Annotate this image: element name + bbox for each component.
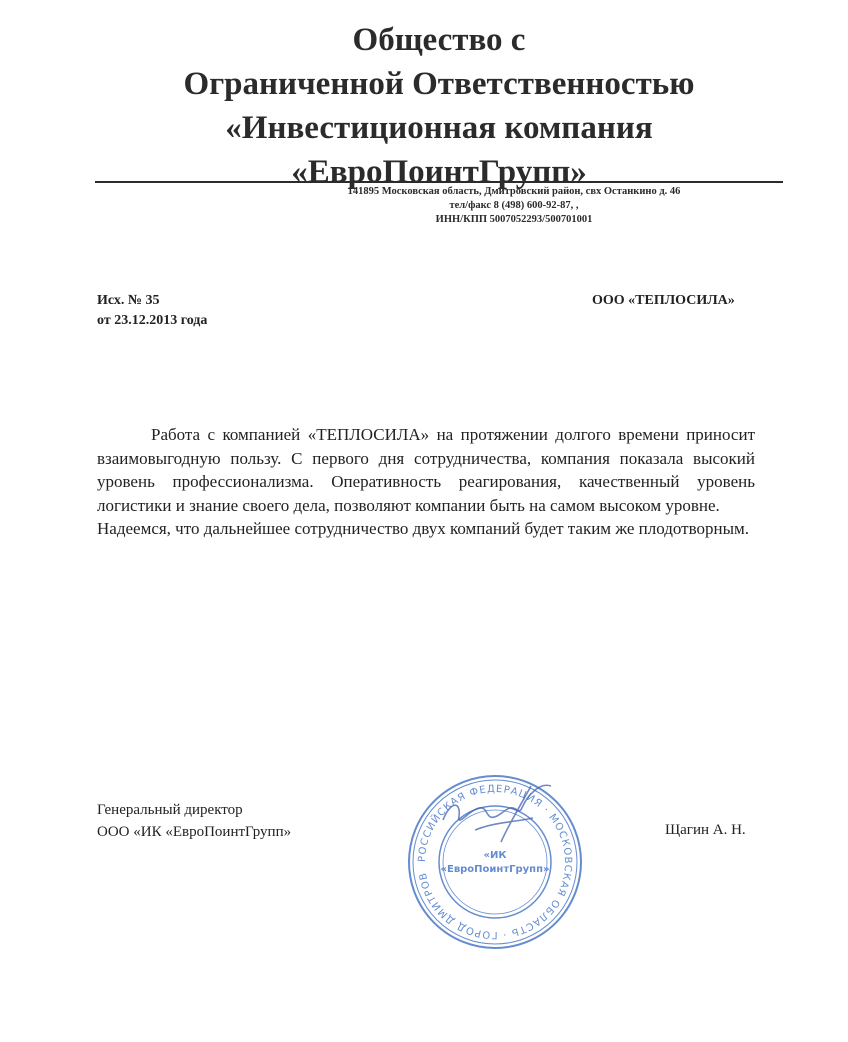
seal-inner-line: «ИК — [483, 850, 507, 861]
addressee: ООО «ТЕПЛОСИЛА» — [592, 293, 735, 308]
reference-date: от 23.12.2013 года — [97, 313, 208, 328]
title-line: «ЕвроПоинтГрупп» — [291, 154, 587, 190]
svg-text:РОССИЙСКАЯ ФЕДЕРАЦИЯ · МОСКОВС — [417, 784, 573, 940]
signatory-name: Щагин А. Н. — [665, 822, 746, 838]
reference-number: Исх. № 35 — [97, 293, 160, 308]
letter-body — [97, 423, 755, 541]
company-phone: тел/факс 8 (498) 600-92-87, , — [449, 200, 579, 211]
title-line: Ограниченной Ответственностью — [183, 66, 695, 102]
letterhead-contacts — [95, 185, 783, 227]
outgoing-reference — [97, 291, 207, 331]
letterhead-divider — [95, 181, 783, 183]
company-inn: ИНН/КПП 5007052293/500701001 — [435, 214, 593, 225]
seal-inner-line: «ЕвроПоинтГрупп» — [440, 864, 550, 875]
title-line: «Инвестиционная компания — [225, 110, 653, 146]
body-paragraph: Работа с компанией «ТЕПЛОСИЛА» на протяжении долгого времени приносит взаимовыгодную пользу. С первого дня сотрудничества, компания показала высокий уровень профессионализма. Оперативность реагирования, качественный уровень логистики и знание своего дела, позволяют компании быть на самом высоком уровне. — [97, 425, 755, 515]
signatory-block — [97, 799, 291, 843]
body-paragraph: Надеемся, что дальнейшее сотрудничество двух компаний будет таким же плодотворным. — [97, 519, 750, 538]
title-line: Общество с — [352, 22, 526, 58]
signatory-position: Генеральный директор — [97, 802, 243, 818]
company-address: 141895 Московская область, Дмитровский район, свх Останкино д. 46 — [347, 186, 681, 197]
company-seal — [405, 772, 585, 952]
letterhead-title — [95, 18, 783, 194]
signatory-company: ООО «ИК «ЕвроПоинтГрупп» — [97, 824, 292, 840]
seal-outer-text: РОССИЙСКАЯ ФЕДЕРАЦИЯ · МОСКОВСКАЯ ОБЛАСТЬ · ГОРОД ДМИТРОВ — [416, 783, 574, 941]
